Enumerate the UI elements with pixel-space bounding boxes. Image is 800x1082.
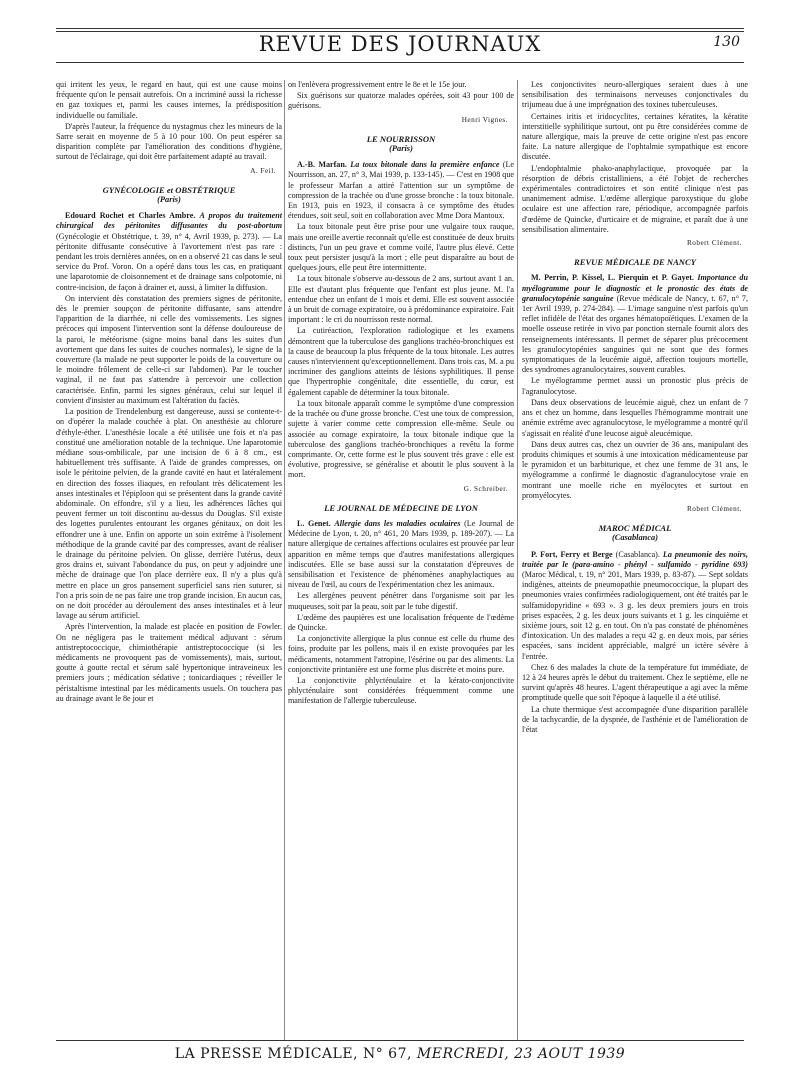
article-entry	[56, 211, 282, 293]
article-title: La toux bitonale dans la première enfance	[350, 160, 500, 170]
column-1	[56, 80, 282, 705]
article-body: (Le Nourrisson, an. 27, n° 3, Mai 1939, p. 133-145). — C'est en 1908 que le professeur Marfan a attiré l'attention sur un symptôme de compression de la trachée ou d'une grosse bronche : la toux bitonale. En 1913, puis en 1923, il consacra à ce symptôme des études étendues, soit seul, soit en collaboration avec Mme Dora Mantoux.	[288, 160, 514, 221]
paragraph: La conjonctivite allergique la plus connue est celle du rhume des foins, produite par les pollens, mais il en existe provoquées par les médicaments, notamment l'atropine, l'ésérine ou par des aliments. La conjonctivite printanière est une forme plus discrète et moins pure.	[288, 634, 514, 674]
paragraph: Les conjonctivites neuro-allergiques seraient dues à une sensibilisation des terminaisons nerveuses conjonctivales du trijumeau due à une imprégnation des toxines tuberculeuses.	[522, 80, 748, 110]
column-divider	[284, 80, 285, 1040]
paragraph: Chez 6 des malades la chute de la température fut immédiate, de 12 à 24 heures après le début du traitement. Chez le septième, elle ne survint qu'après 48 heures. L'agent thérapeutique a agi avec la même promptitude quelle que soit l'époque à laquelle il a été utilisé.	[522, 662, 748, 703]
footer-rule	[56, 1040, 744, 1041]
section-heading: LE JOURNAL DE MÉDECINE DE LYON	[324, 502, 478, 513]
section-subheading: (Casablanca)	[611, 533, 659, 543]
paragraph: La toux bitonale apparaît comme le symptôme d'une compression de la trachée ou d'une grosse bronche. C'est une toux de compression, sujette à varier comme cette compression elle-même. Seule ou associée au cornage expiratoire, la toux bitonale indique que la tuberculose des ganglions trachéo-bronchiques a revêtu la forme comprimante. Or, cette forme est le plus souvent très grave : elle est évolutive, progressive, se généralise et aboutit le plus souvent à la mort.	[288, 398, 514, 480]
article-title: A propos du traitement chirurgical des péritonites diffusantes du post-abortum	[56, 211, 282, 231]
column-2	[288, 80, 514, 708]
header-rule	[56, 62, 744, 63]
paragraph: La cutiréaction, l'exploration radiologique et les examens démontrent que la tuberculose des ganglions trachéo-bronchiques est la cause de beaucoup la plus fréquente de la toux bitonale. Les autres causes n'interviennent qu'exceptionnellement. Dans trois cas, M. a pu incriminer des ganglions atteints de lésions syphilitiques. Il pense que l'hypertrophie congénitale, dite essentielle, du cœur, est également capable de déterminer la toux bitonale.	[288, 326, 514, 397]
paragraph: L'œdème des paupières est une localisation fréquente de l'œdème de Quincke.	[288, 612, 514, 632]
article-title: Allergie dans les maladies oculaires	[334, 518, 461, 528]
page-header	[56, 22, 744, 62]
paragraph: On intervient dès constatation des premiers signes de péritonite, dès le premier soupçon de péritonite diffusante, sans attendre l'apparition de la diarrhée, ni celle des vomissements. Les signes précoces qui imposent l'intervention sont la défense douloureuse de la paroi, le météorisme (signe moins banal dans les suites d'un avortement que dans les suites de couches normales), le signe de la couverture (la malade ne peut supporter le poids de la couverture ou le moindre frôlement de celle-ci sur l'abdomen). Par le toucher vaginal, il ne faut pas s'attendre à percevoir une collection caractérisée. Enfin, parmi les signes généraux, celui sur lequel il convient d'insister au maximum est l'altération du faciès.	[56, 293, 282, 405]
section-heading: GYNÉCOLOGIE et OBSTÉTRIQUE	[102, 184, 236, 195]
paragraph: Les allergènes peuvent pénétrer dans l'organisme soit par les muqueuses, soit par la peau, soit par le tube digestif.	[288, 591, 514, 611]
section-subheading: (Paris)	[157, 195, 181, 205]
article-authors: L. Genet.	[297, 518, 331, 528]
section-heading: REVUE MÉDICALE DE NANCY	[573, 257, 696, 268]
journal-section-title: REVUE DES JOURNAUX	[258, 32, 542, 56]
paragraph: La toux bitonale peut être prise pour une vulgaire toux rauque, mais une oreille avertie reconnaît qu'elle est constituée de deux bruits distincts, l'un un peu grave et comme voilé, l'autre plus élevé. Cette toux peut persister jusqu'à la mort ; elle peut disparaître au bout de quelques jours, elle peut être intermittente.	[288, 222, 514, 273]
section-subheading: (Paris)	[389, 144, 413, 154]
paragraph: La chute thermique s'est accompagnée d'une disparition parallèle de la tachycardie, de la dyspnée, de l'asthénie et de l'amélioration de l'état	[522, 704, 748, 734]
footer-journal: LA PRESSE MÉDICALE, N° 67,	[174, 1046, 412, 1062]
paragraph: Certaines iritis et iridocyclites, certaines kératites, la kératite interstitielle syphilitique surtout, ont pu être considérées comme de nature allergique, mais la preuve de cette origine n'est pas encore faite. La nature allergique de l'ophtalmie sympathique est encore discutée.	[522, 111, 748, 162]
signature: Robert Clément.	[686, 239, 742, 248]
signature: G. Schreiber.	[463, 484, 508, 493]
article-authors: P. Fort, Ferry et Berge	[531, 549, 613, 559]
paragraph: Le myélogramme permet aussi un pronostic plus précis de l'agranulocytose.	[522, 376, 748, 396]
footer-date: MERCREDI, 23 AOUT 1939	[416, 1046, 626, 1062]
section-heading: MAROC MÉDICAL	[598, 523, 672, 534]
article-entry	[288, 519, 514, 590]
column-divider	[517, 80, 518, 1040]
article-place: (Casablanca).	[615, 549, 660, 559]
paragraph: La toux bitonale s'observe au-dessous de 2 ans, surtout avant 1 an. Elle est d'autant plus fréquente que l'enfant est plus jeune. M. l'a entendue chez un enfant de 1 mois et demi. Elle est souvent associée à un bruit de cornage expiratoire, ou à prédominance expiratoire. Fait important : le cri du nourrisson reste normal.	[288, 274, 514, 325]
footer-text	[56, 1046, 744, 1062]
article-authors: Edouard Rochet et Charles Ambre.	[65, 211, 196, 221]
paragraph: La position de Trendelenburg est dangereuse, aussi se contente-t-on d'opérer la malade couchée à plat. On anesthésie au chlorure d'éthyle-éther. L'anesthésie locale a été utilisée une fois et n'a pas constitué une amélioration notable de la technique. Une laparotomie médiane sous-ombilicale, par une incision de 6 à 8 cm., est habituellement très suffisante. A l'aide de grandes compresses, on isole le péritoine pelvien, de la grande cavité en haut et latéralement en direction des fosses iliaques, en refoulant très délicatement les anses intestinales et l'épiploon qui se présentent dans la grande cavité abdominale. On effondre, s'il y a lieu, les adhérences lâches qui peuvent fermer un toit discontinu au-dessus du Douglas. S'il existe des logettes purulentes entourant les organes génitaux, on doit les effondrer une à une. Enfin on apporte un soin extrême à l'isolement méthodique de la grande cavité par des compresses, avant de réaliser le drainage du péritoine pelvien. On glisse, derrière l'utérus, deux gros drains et, suivant l'abondance du pus, on peut y adjoindre une mèche de drainage que l'on place derrière eux. Il n'y a plus qu'à mettre en place un gros pansement superficiel sans rien suturer, si l'on a pris soin de ne pas faire une trop grande incision. En aucun cas, on ne doit procéder au déroulement des anses intestinales et à leur lavage au sérum artificiel.	[56, 407, 282, 621]
article-entry	[522, 550, 748, 662]
article-body: (Gynécologie et Obstétrique, t. 39, n° 4, Avril 1939, p. 273). — La péritonite diffusante consécutive à l'avortement n'est pas rare : pendant les trois dernières années, on en a observé 21 cas dans le seul service du Prof. Voron. On a opéré dans tous les cas, en pratiquant une laparotomie de cloisonnement et de drainage sans colpotomie, ni contre-incision, de façon à drainer et, aussi, à limiter la diffusion.	[56, 231, 282, 292]
paragraph: Après l'intervention, la malade est placée en position de Fowler. On ne négligera pas le traitement médical adjuvant : sérum antistreptococcique, chimiothérapie antistreptococcique (si les médicaments ne provoquent pas de vomissements), mais, surtout, goutte à goutte rectal et sérum salé hypertonique intraveineux les premiers jours ; médication sédative ; tonicardiaques ; réveiller le péristaltisme intestinal par les médicaments usuels. On touchera pas au drainage avant le 8e jour et	[56, 622, 282, 703]
header-rule	[56, 28, 744, 29]
paragraph: L'endophtalmie phako-anaphylactique, provoquée par la résorption de débris cristalliniens, a été l'objet de recherches expérimentales contradictoires et son entité clinique n'est pas unanimement admise. L'œdème allergique paroxystique du globe oculaire est une affection rare, périodique, accompagnée parfois d'œdème de Quincke, d'urticaire et de migraine, et paraît due à une sensibilisation alimentaire.	[522, 163, 748, 234]
column-3	[522, 80, 748, 736]
article-entry	[522, 273, 748, 375]
signature: Robert Clément.	[686, 504, 742, 513]
article-body: (Revue médicale de Nancy, t. 67, n° 7, 1er Avril 1939, p. 274-284). — L'image sanguine n'est parfois qu'un reflet infidèle de l'état des organes hématopoïétiques. L'examen de la moelle osseuse retirée in vivo par ponction sternale fournit alors des renseignements intéressants. Il permet de séparer plus précocement les granulocytopénies sanguines qui ne sont que des formes symptomatiques de la leucémie aiguë, affection toujours mortelle, des syndromes agranulocytaires, souvent curables.	[522, 293, 748, 375]
paragraph: D'après l'auteur, la fréquence du nystagmus chez les mineurs de la Sarre serait en moyenne de 5 à 10 pour 100. On peut espérer sa disparition complète par l'amélioration des conditions d'hygiène, surtout de l'éclairage, qui doit être parfaitement adapté au travail.	[56, 121, 282, 162]
article-title: La pneumonie des noirs, traitée par le (para-amino - phényl - sulfamido - pyridine 693)	[522, 549, 748, 569]
article-body: (Maroc Médical, t. 19, n° 201, Mars 1939, p. 83-87). — Sept soldats indigènes, atteints de pneumopathie pneumococcique, la plupart des pneumonies vraies confirmées radiologiquement, ont été traités par le sulfamidopyridine « 693 ». 3 g. les deux premiers jours en trois prises espacées, 2 g. les deux jours suivants et 1 g. les cinquième et sixième jours, soit 12 g. en tout. On n'a pas constaté de phénomènes d'intoxication. Un des malades a reçu 42 g. en deux mois, par séries espacées, sans incident appréciable, malgré un ictère sévère à l'entrée.	[522, 569, 748, 661]
article-authors: A.-B. Marfan.	[297, 160, 347, 170]
article-entry	[288, 160, 514, 221]
article-body: (Le Journal de Médecine de Lyon, t. 20, n° 461, 20 Mars 1939, p. 189-207). — La nature allergique de certaines affections oculaires est prouvée par leur apparition en même temps que d'autres manifestations allergiques indiscutées. Elle se base aussi sur la constatation d'épreuves de sensibilisation et l'existence de phénomènes anaphylactiques au niveau de l'œil, au cours de l'expérimentation chez les animaux.	[288, 518, 515, 590]
page-number: 130	[713, 34, 740, 50]
article-authors: M. Perrin, P. Kissel, L. Pierquin et P. Gayet.	[531, 273, 694, 283]
page-footer	[56, 1040, 744, 1070]
article-title: Importance du myélogramme pour le diagnostic et le pronostic des états de granulocytopénie sanguine	[522, 273, 748, 303]
paragraph: Dans deux autres cas, chez un ouvrier de 36 ans, manipulant des produits chimiques et soumis à une intoxication médicamenteuse par le pyramidon et un barbiturique, et chez une femme de 31 ans, le myélogramme a confirmé le diagnostic d'agranulocytose vraie en montrant une moelle riche en myélocytes et surtout en promyélocytes.	[522, 439, 748, 500]
paragraph: Six guérisons sur quatorze malades opérées, soit 43 pour 100 de guérisons.	[288, 91, 514, 111]
paragraph: La conjonctivite phlycténulaire et la kérato-conjonctivite phlycténulaire sont considérées fréquemment comme une manifestation de l'allergie tuberculeuse.	[288, 675, 514, 706]
section-heading: LE NOURRISSON	[366, 133, 436, 144]
signature: Henri Vignes.	[461, 115, 508, 124]
paragraph: Dans deux observations de leucémie aiguë, chez un enfant de 7 ans et chez un homme, dans lesquelles l'hémogramme montrait une anémie extrême avec agranulocytose, le myélogramme a montré qu'il s'agissait en réalité d'une leucose aiguë aleucémique.	[522, 397, 748, 438]
signature: A. Feil.	[250, 166, 276, 175]
paragraph: on l'enlèvera progressivement entre le 8e et le 15e jour.	[288, 80, 467, 89]
paragraph: qui irritent les yeux, le regard en haut, qui est une cause moins fréquente qu'on le pensait autrefois. On a incriminé aussi la richesse en gaz toxiques et, parmi les causes internes, la prédisposition individuelle ou familiale.	[56, 80, 282, 120]
